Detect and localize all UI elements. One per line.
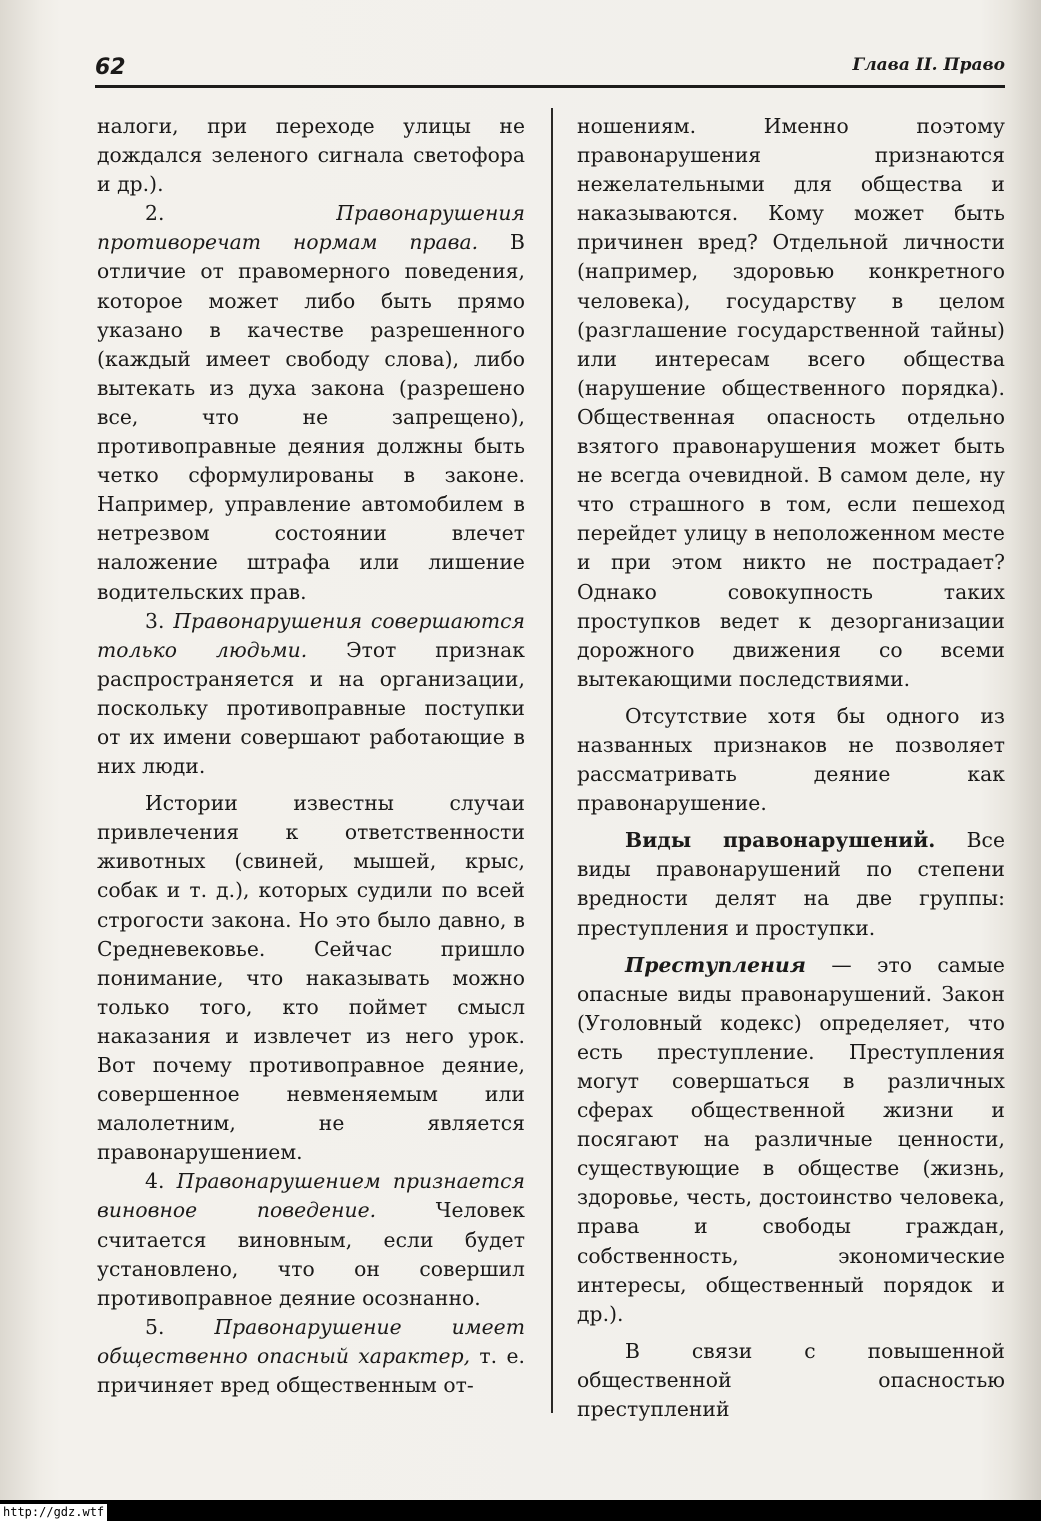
right-column: [577, 112, 1005, 1424]
item-number: 3.: [145, 608, 174, 633]
item-number: 2.: [145, 201, 337, 226]
item-title: Правонарушения совершаются только людьми.: [97, 608, 525, 662]
paragraph: Истории известны случаи привлечения к ответственности животных (свиней, мышей, крыс, собак и т. д.), которых судили по всей строгости закона. Но это было давно, в Средневековье. Сейчас пришло понимание, что наказывать можно только того, кто поймет смысл наказания и извлечет из него урок. Вот почему противоправное деяние, совершенное невменяемым или малолетним, не является правонарушением.: [97, 791, 525, 1165]
paragraph: Отсутствие хотя бы одного из названных признаков не позволяет рассматривать деяние как правонарушение.: [577, 703, 1005, 816]
item-text: Человек считается виновным, если будет установлено, что он совершил противоправное деяние осознанно.: [97, 1198, 526, 1310]
term-text: — это самые опасные виды правонарушений. Закон (Уголовный кодекс) определяет, что есть преступление. Преступления могут совершаться в различных сферах общественной жизни и посягают на различные ценности, существующие в обществе (жизнь, здоровье, честь, достоинство человека, права и свободы граждан, собственность, экономические интересы, общественный порядок и др.).: [577, 952, 1005, 1326]
footer-site-link[interactable]: http://gdz.wtf: [0, 1504, 107, 1521]
footer-bar: [0, 1500, 1041, 1521]
column-divider: [551, 108, 553, 1413]
section-text: Все виды правонарушений по степени вредности делят на две группы: преступления и проступки.: [577, 828, 1005, 940]
header-rule: [95, 85, 1005, 88]
paragraph: [97, 1167, 525, 1312]
page-header: [95, 55, 1005, 85]
item-title: Правонарушением признается виновное поведение.: [97, 1169, 525, 1223]
term-title: Преступления: [625, 952, 806, 977]
paragraph: [97, 607, 525, 782]
item-title: Правонарушение имеет общественно опасный характер,: [97, 1314, 525, 1368]
paragraph: [577, 951, 1005, 1329]
paragraph: [577, 826, 1005, 942]
item-text: В отличие от правомерного поведения, которое может либо быть прямо указано в качестве разрешенного (каждый имеет свободу слова), либо вытекать из духа закона (разрешено все, что не запрещено), противоправные деяния должны быть четко сформулированы в законе. Например, управление автомобилем в нетрезвом состоянии влечет наложение штрафа или лишение водительских прав.: [97, 230, 526, 604]
paragraph: ношениям. Именно поэтому правонарушения признаются нежелательными для общества и наказываются. Кому может быть причинен вред? Отдельной личности (например, здоровью конкретного человека), государству в целом (разглашение государственной тайны) или интересам всего общества (нарушение общественного порядка). Общественная опасность отдельно взятого правонарушения может быть не всегда очевидной. В самом деле, ну что страшного в том, если пешеход перейдет улицу в неположенном месте и при этом никто не пострадает? Однако совокупность таких проступков ведет к дезорганизации дорожного движения со всеми вытекающими последствиями.: [577, 114, 1005, 691]
page-number: 62: [95, 55, 126, 80]
item-number: 5.: [145, 1314, 215, 1339]
paragraph: [97, 1313, 525, 1400]
item-number: 4.: [145, 1169, 177, 1194]
running-head: Глава II. Право: [852, 55, 1005, 75]
item-title: Правонарушения противоречат нормам права.: [97, 201, 525, 255]
left-column: [97, 112, 525, 1400]
paragraph: налоги, при переходе улицы не дождался зеленого сигнала светофора и др.).: [97, 114, 525, 197]
item-text: Этот признак распространяется и на организации, поскольку противоправные поступки от их имени совершают работающие в них люди.: [97, 637, 526, 779]
paragraph: [97, 199, 525, 606]
section-title: Виды правонарушений.: [625, 828, 936, 853]
paragraph: В связи с повышенной общественной опасностью преступлений: [577, 1338, 1005, 1422]
item-text: т. е. причиняет вред общественным от-: [97, 1343, 525, 1398]
